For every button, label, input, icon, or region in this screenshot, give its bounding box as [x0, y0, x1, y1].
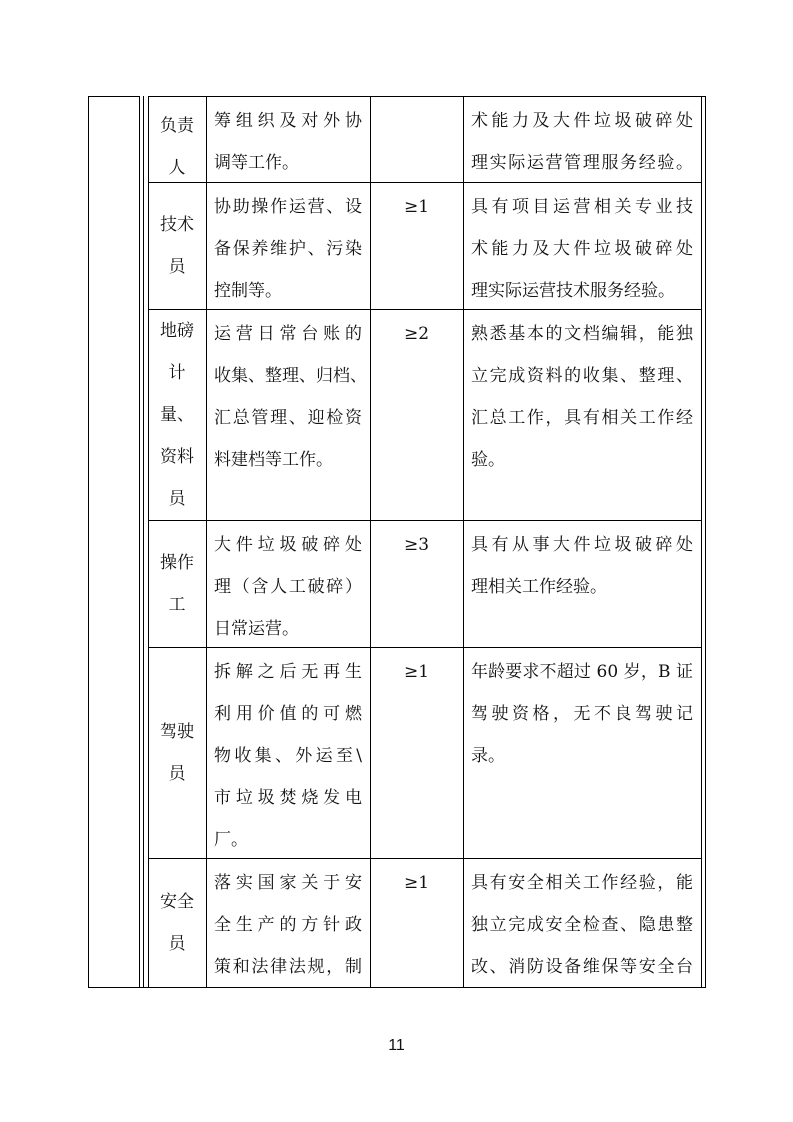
- role-text: 负责: [160, 116, 194, 136]
- duty-text: 收集、整理、归档、: [214, 366, 367, 386]
- count-cell: [374, 524, 459, 566]
- role-text: 地磅: [160, 320, 194, 341]
- duty-text: 市垃圾焚烧发电: [214, 788, 362, 808]
- requirement-text: 独立完成安全检查、隐患整: [471, 915, 693, 935]
- requirement-text: 具有安全相关工作经验，能: [471, 873, 693, 893]
- requirement-text: 驾驶资格，无不良驾驶记: [471, 704, 693, 724]
- role-text: 资料: [160, 446, 194, 467]
- role-cell: [152, 310, 202, 520]
- requirement-text: 理实际运营技术服务经验。: [471, 281, 675, 301]
- role-text: 技术: [160, 214, 194, 235]
- duty-cell: [214, 313, 367, 481]
- role-cell: [152, 542, 202, 626]
- req-cell: [471, 651, 693, 777]
- role-text: 计: [168, 362, 186, 383]
- count-text: ≥1: [403, 873, 430, 893]
- req-cell: [471, 186, 693, 312]
- role-cell: [152, 105, 202, 189]
- role-cell: [152, 881, 202, 965]
- requirement-text: 汇总工作，具有相关工作经: [471, 408, 693, 428]
- duty-text: 控制等。: [214, 281, 282, 301]
- role-cell: [152, 711, 202, 795]
- duty-text: 大件垃圾破碎处: [214, 535, 362, 555]
- requirement-text: 术能力及大件垃圾破碎处: [471, 239, 693, 259]
- role-text: 操作: [160, 552, 194, 573]
- duty-text: 全生产的方针政: [214, 915, 362, 935]
- role-text: 量、: [160, 404, 194, 425]
- role-text: 员: [168, 763, 186, 784]
- duty-text: 厂。: [214, 830, 248, 850]
- req-cell: [471, 862, 693, 988]
- count-cell: [374, 313, 459, 355]
- requirement-text: 年龄要求不超过 60 岁，B 证: [471, 662, 693, 682]
- duty-text: 筹组织及对外协: [214, 111, 362, 131]
- staffing-table: [88, 96, 707, 988]
- role-text: 员: [168, 488, 186, 509]
- role-cell: [152, 204, 202, 288]
- requirement-text: 立完成资料的收集、整理、: [471, 366, 693, 386]
- duty-text: 料建档等工作。: [214, 450, 333, 470]
- count-text: ≥1: [403, 197, 430, 217]
- duty-text: 拆解之后无再生: [214, 662, 362, 682]
- duty-cell: [214, 651, 362, 861]
- req-cell: [471, 524, 693, 608]
- count-cell: [374, 651, 459, 693]
- duty-cell: [214, 186, 362, 312]
- duty-text: 备保养维护、污染: [214, 239, 362, 259]
- duty-text: 汇总管理、迎检资: [214, 408, 362, 428]
- req-cell: [471, 313, 693, 481]
- requirement-text: 改、消防设备维保等安全台: [471, 957, 693, 977]
- requirement-text: 验。: [471, 450, 505, 470]
- duty-text: 利用价值的可燃: [214, 704, 362, 724]
- requirement-text: 具有从事大件垃圾破碎处: [471, 535, 693, 555]
- page-number: 11: [388, 1037, 405, 1054]
- requirement-text: 理实际运营管理服务经验。: [471, 153, 693, 173]
- role-text: 人: [168, 158, 186, 178]
- duty-text: 运营日常台账的: [214, 324, 362, 344]
- duty-text: 日常运营。: [214, 619, 299, 639]
- count-text: ≥1: [403, 662, 430, 682]
- duty-text: 策和法律法规，制: [214, 957, 362, 977]
- count-text: ≥2: [403, 324, 430, 344]
- duty-text: 协助操作运营、设: [214, 197, 362, 217]
- role-text: 员: [168, 256, 186, 277]
- role-text: 安全: [160, 891, 194, 912]
- requirement-text: 具有项目运营相关专业技: [471, 197, 693, 217]
- duty-text: 物收集、外运至\: [214, 746, 362, 766]
- role-text: 员: [168, 933, 186, 954]
- duty-text: 调等工作。: [214, 153, 299, 173]
- requirement-text: 录。: [471, 746, 505, 766]
- duty-cell: [214, 100, 362, 184]
- count-cell: [374, 862, 459, 904]
- duty-text: 理（含人工破碎）: [214, 577, 362, 597]
- role-text: 驾驶: [160, 721, 194, 742]
- duty-cell: [214, 862, 362, 988]
- requirement-text: 理相关工作经验。: [471, 577, 607, 597]
- count-cell: [374, 186, 459, 228]
- count-text: ≥3: [403, 535, 430, 555]
- duty-cell: [214, 524, 362, 650]
- requirement-text: 术能力及大件垃圾破碎处: [471, 111, 693, 131]
- role-text: 工: [168, 594, 186, 615]
- requirement-text: 熟悉基本的文档编辑，能独: [471, 324, 693, 344]
- duty-text: 落实国家关于安: [214, 873, 362, 893]
- req-cell: [471, 100, 693, 184]
